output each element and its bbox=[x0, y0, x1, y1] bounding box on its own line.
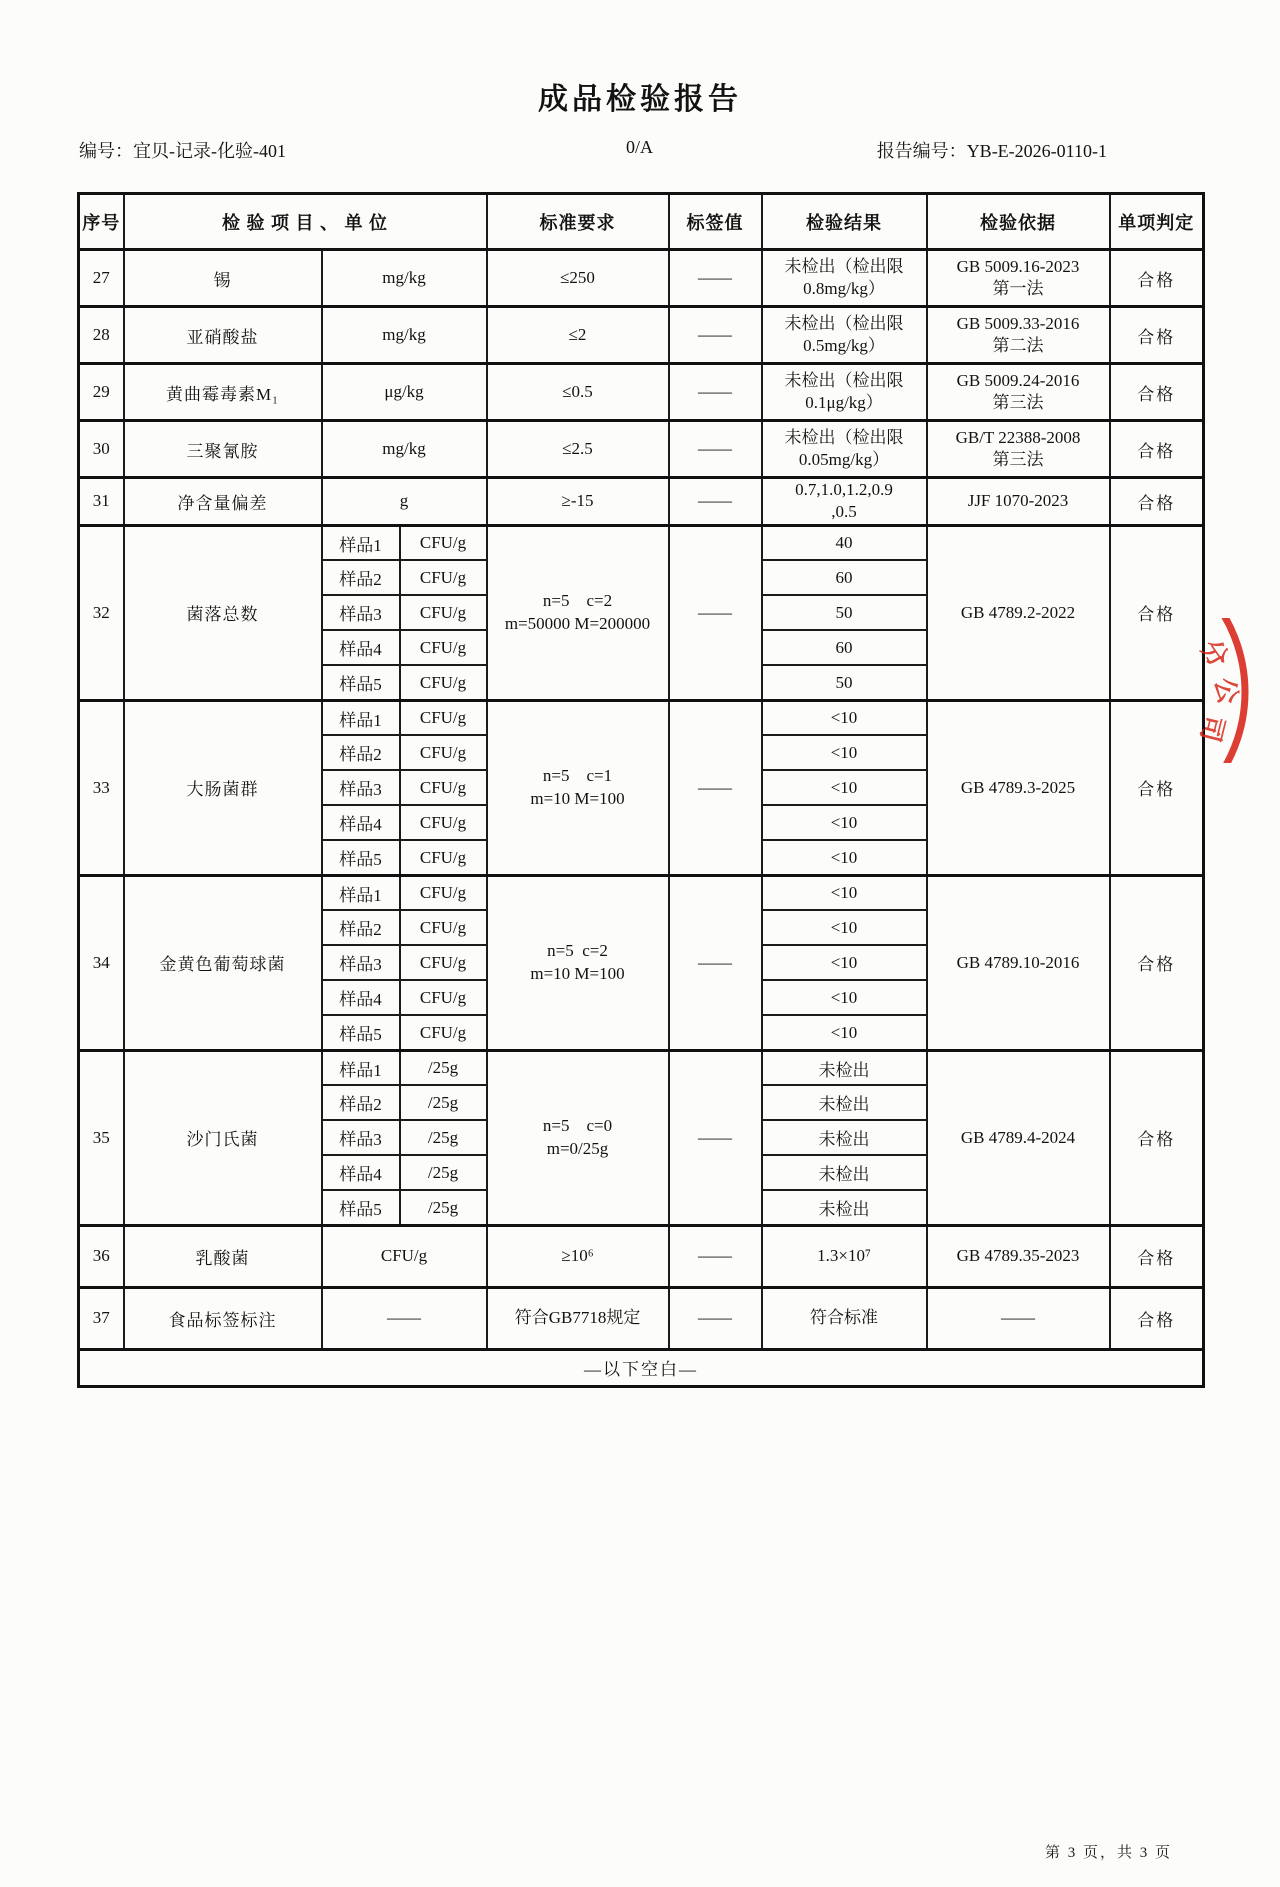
table-row bbox=[79, 700, 1204, 735]
table-row bbox=[79, 307, 1204, 364]
cell-item-name: 黄曲霉毒素M₁ bbox=[124, 364, 322, 421]
cell-unit: /25g bbox=[400, 1050, 487, 1085]
cell-sample: 样品1 bbox=[322, 525, 400, 560]
table-row bbox=[79, 875, 1204, 910]
cell-verdict: 合格 bbox=[1110, 875, 1204, 1050]
cell-line: n=5 c=2 bbox=[542, 591, 613, 611]
cell-line: 0.05mg/kg） bbox=[798, 450, 890, 469]
cell-seq: 32 bbox=[79, 525, 124, 700]
cell-line: JJF 1070-2023 bbox=[967, 491, 1069, 511]
report-number-value: YB-E-2026-0110-1 bbox=[966, 141, 1107, 161]
cell-result: 未检出 bbox=[762, 1120, 927, 1155]
cell-requirement bbox=[487, 250, 669, 307]
cell-requirement bbox=[487, 307, 669, 364]
cell-sample: 样品2 bbox=[322, 735, 400, 770]
header-seq: 序号 bbox=[79, 194, 124, 250]
seal-character: 公 bbox=[1209, 675, 1243, 707]
table-body bbox=[79, 250, 1204, 1387]
table-row bbox=[79, 250, 1204, 307]
cell-result: <10 bbox=[762, 945, 927, 980]
cell-seq: 27 bbox=[79, 250, 124, 307]
cell-result: 未检出 bbox=[762, 1085, 927, 1120]
cell-unit: CFU/g bbox=[400, 735, 487, 770]
cell-sample: 样品2 bbox=[322, 560, 400, 595]
cell-line: ≤2 bbox=[568, 324, 587, 344]
cell-unit: mg/kg bbox=[322, 421, 487, 478]
cell-verdict: 合格 bbox=[1110, 525, 1204, 700]
cell-basis bbox=[927, 478, 1110, 526]
header-label-value: 标签值 bbox=[669, 194, 762, 250]
cell-label-value: —— bbox=[669, 307, 762, 364]
cell-sample: 样品4 bbox=[322, 630, 400, 665]
cell-sample: 样品5 bbox=[322, 665, 400, 700]
cell-basis bbox=[927, 307, 1110, 364]
cell-basis bbox=[927, 1225, 1110, 1287]
cell-verdict: 合格 bbox=[1110, 250, 1204, 307]
cell-line: m=10 M=100 bbox=[530, 963, 625, 983]
cell-line: ≥10⁶ bbox=[561, 1246, 594, 1266]
cell-verdict: 合格 bbox=[1110, 307, 1204, 364]
doc-number-value: 宜贝-记录-化验-401 bbox=[133, 141, 286, 161]
cell-basis bbox=[927, 421, 1110, 478]
cell-item-name: 锡 bbox=[124, 250, 322, 307]
page-number: 第 3 页，共 3 页 bbox=[1045, 1845, 1173, 1861]
cell-basis bbox=[927, 364, 1110, 421]
cell-line: n=5 c=1 bbox=[542, 766, 613, 786]
cell-label-value: —— bbox=[669, 875, 762, 1050]
cell-item-name: 沙门氏菌 bbox=[124, 1050, 322, 1225]
cell-verdict: 合格 bbox=[1110, 364, 1204, 421]
cell-unit: mg/kg bbox=[322, 250, 487, 307]
cell-line: 1.3×10⁷ bbox=[817, 1246, 871, 1266]
cell-requirement bbox=[487, 364, 669, 421]
doc-number bbox=[79, 137, 286, 163]
cell-line: 第一法 bbox=[992, 279, 1044, 298]
cell-result bbox=[762, 250, 927, 307]
cell-requirement bbox=[487, 525, 669, 700]
cell-label-value: —— bbox=[669, 1225, 762, 1287]
cell-line: 0.5mg/kg） bbox=[803, 336, 885, 355]
table-row bbox=[79, 478, 1204, 526]
version-code: 0/A bbox=[626, 137, 653, 157]
cell-result: 40 bbox=[762, 525, 927, 560]
cell-sample: 样品4 bbox=[322, 980, 400, 1015]
cell-result: <10 bbox=[762, 910, 927, 945]
table-row bbox=[79, 1225, 1204, 1287]
cell-line: n=5 c=2 bbox=[547, 941, 608, 961]
cell-basis bbox=[927, 875, 1110, 1050]
header-item-unit: 检 验 项 目 、 单 位 bbox=[124, 194, 487, 250]
cell-unit: CFU/g bbox=[400, 1015, 487, 1050]
cell-unit: CFU/g bbox=[400, 560, 487, 595]
cell-verdict: 合格 bbox=[1110, 1225, 1204, 1287]
cell-line: GB 4789.3-2025 bbox=[960, 777, 1076, 797]
cell-result: 60 bbox=[762, 630, 927, 665]
report-number-label: 报告编号： bbox=[876, 141, 967, 161]
table-row bbox=[79, 1287, 1204, 1349]
cell-sample: 样品5 bbox=[322, 1190, 400, 1225]
cell-requirement bbox=[487, 1050, 669, 1225]
cell-sample: 样品1 bbox=[322, 700, 400, 735]
cell-line: m=0/25g bbox=[546, 1138, 609, 1158]
cell-unit: /25g bbox=[400, 1120, 487, 1155]
cell-basis bbox=[927, 250, 1110, 307]
cell-verdict: 合格 bbox=[1110, 1050, 1204, 1225]
doc-number-label: 编号： bbox=[79, 141, 133, 161]
cell-seq: 33 bbox=[79, 700, 124, 875]
cell-result: 50 bbox=[762, 665, 927, 700]
cell-line: 0.1μg/kg） bbox=[805, 393, 883, 412]
cell-label-value: —— bbox=[669, 421, 762, 478]
blank-row bbox=[79, 1349, 1204, 1386]
cell-unit: CFU/g bbox=[400, 525, 487, 560]
cell-result bbox=[762, 1287, 927, 1349]
cell-result bbox=[762, 364, 927, 421]
cell-result: 未检出 bbox=[762, 1190, 927, 1225]
table-row bbox=[79, 1050, 1204, 1085]
cell-label-value: —— bbox=[669, 1050, 762, 1225]
cell-result: <10 bbox=[762, 875, 927, 910]
cell-sample: 样品5 bbox=[322, 1015, 400, 1050]
cell-unit: CFU/g bbox=[400, 840, 487, 875]
cell-seq: 28 bbox=[79, 307, 124, 364]
cell-item-name: 亚硝酸盐 bbox=[124, 307, 322, 364]
cell-unit: CFU/g bbox=[400, 945, 487, 980]
cell-unit: CFU/g bbox=[400, 665, 487, 700]
cell-line: ≤0.5 bbox=[562, 381, 593, 401]
cell-basis bbox=[927, 700, 1110, 875]
cell-unit: —— bbox=[322, 1287, 487, 1349]
cell-sample: 样品2 bbox=[322, 1085, 400, 1120]
inspection-table bbox=[77, 192, 1205, 1388]
cell-sample: 样品3 bbox=[322, 945, 400, 980]
seal-character: 司 bbox=[1194, 712, 1230, 745]
cell-basis bbox=[927, 1287, 1110, 1349]
cell-verdict: 合格 bbox=[1110, 700, 1204, 875]
cell-sample: 样品3 bbox=[322, 770, 400, 805]
cell-seq: 35 bbox=[79, 1050, 124, 1225]
cell-line: GB 5009.33-2016 bbox=[956, 313, 1080, 333]
cell-line: 未检出（检出限 bbox=[784, 313, 904, 333]
cell-result: <10 bbox=[762, 1015, 927, 1050]
cell-label-value: —— bbox=[669, 525, 762, 700]
table-row bbox=[79, 525, 1204, 560]
cell-unit: CFU/g bbox=[400, 700, 487, 735]
report-number bbox=[877, 137, 1107, 163]
cell-line: GB 5009.16-2023 bbox=[956, 256, 1080, 276]
cell-basis bbox=[927, 525, 1110, 700]
cell-requirement bbox=[487, 478, 669, 526]
cell-sample: 样品1 bbox=[322, 875, 400, 910]
cell-result bbox=[762, 1225, 927, 1287]
cell-label-value: —— bbox=[669, 364, 762, 421]
cell-line: 第三法 bbox=[992, 450, 1044, 469]
header-verdict: 单项判定 bbox=[1110, 194, 1204, 250]
cell-result: <10 bbox=[762, 980, 927, 1015]
cell-unit: CFU/g bbox=[400, 980, 487, 1015]
cell-line: 未检出（检出限 bbox=[784, 370, 904, 390]
cell-seq: 34 bbox=[79, 875, 124, 1050]
cell-requirement bbox=[487, 1225, 669, 1287]
cell-label-value: —— bbox=[669, 700, 762, 875]
cell-item-name: 三聚氰胺 bbox=[124, 421, 322, 478]
cell-item-name: 菌落总数 bbox=[124, 525, 322, 700]
cell-label-value: —— bbox=[669, 250, 762, 307]
cell-line: GB 4789.4-2024 bbox=[960, 1127, 1076, 1147]
cell-result: <10 bbox=[762, 770, 927, 805]
cell-sample: 样品1 bbox=[322, 1050, 400, 1085]
cell-line: GB/T 22388-2008 bbox=[955, 427, 1081, 447]
header-basis: 检验依据 bbox=[927, 194, 1110, 250]
cell-seq: 29 bbox=[79, 364, 124, 421]
cell-unit: CFU/g bbox=[400, 770, 487, 805]
cell-item-name: 食品标签标注 bbox=[124, 1287, 322, 1349]
cell-sample: 样品5 bbox=[322, 840, 400, 875]
cell-result: 未检出 bbox=[762, 1155, 927, 1190]
cell-verdict: 合格 bbox=[1110, 478, 1204, 526]
header-row bbox=[79, 194, 1204, 250]
cell-line: GB 4789.35-2023 bbox=[956, 1246, 1080, 1266]
table-row bbox=[79, 364, 1204, 421]
cell-seq: 31 bbox=[79, 478, 124, 526]
table-head bbox=[79, 194, 1204, 250]
cell-item-name: 金黄色葡萄球菌 bbox=[124, 875, 322, 1050]
cell-unit: CFU/g bbox=[400, 630, 487, 665]
cell-line: ≥-15 bbox=[561, 491, 594, 511]
meta-line bbox=[77, 137, 1202, 167]
cell-result: <10 bbox=[762, 840, 927, 875]
cell-line: —— bbox=[1001, 1308, 1036, 1328]
cell-line: m=50000 M=200000 bbox=[504, 613, 651, 633]
cell-item-name: 乳酸菌 bbox=[124, 1225, 322, 1287]
cell-sample: 样品4 bbox=[322, 1155, 400, 1190]
cell-line: GB 4789.2-2022 bbox=[960, 602, 1076, 622]
header-requirement: 标准要求 bbox=[487, 194, 669, 250]
cell-result: 未检出 bbox=[762, 1050, 927, 1085]
cell-result: <10 bbox=[762, 700, 927, 735]
cell-line: 未检出（检出限 bbox=[784, 427, 904, 447]
cell-line: 第三法 bbox=[992, 393, 1044, 412]
cell-unit: CFU/g bbox=[400, 805, 487, 840]
cell-result bbox=[762, 421, 927, 478]
cell-line: 符合标准 bbox=[810, 1308, 879, 1328]
cell-line: ,0.5 bbox=[831, 502, 857, 522]
cell-unit: CFU/g bbox=[400, 910, 487, 945]
cell-requirement bbox=[487, 875, 669, 1050]
header-result: 检验结果 bbox=[762, 194, 927, 250]
cell-result bbox=[762, 307, 927, 364]
cell-line: GB 5009.24-2016 bbox=[956, 370, 1080, 390]
cell-item-name: 大肠菌群 bbox=[124, 700, 322, 875]
cell-seq: 36 bbox=[79, 1225, 124, 1287]
cell-label-value: —— bbox=[669, 478, 762, 526]
cell-basis bbox=[927, 1050, 1110, 1225]
cell-unit: g bbox=[322, 478, 487, 526]
cell-result: 50 bbox=[762, 595, 927, 630]
cell-line: m=10 M=100 bbox=[530, 788, 625, 808]
cell-line: ≤2.5 bbox=[562, 438, 593, 458]
cell-result: <10 bbox=[762, 735, 927, 770]
cell-seq: 37 bbox=[79, 1287, 124, 1349]
table-row bbox=[79, 421, 1204, 478]
cell-below-blank: —以下空白— bbox=[79, 1349, 1204, 1386]
cell-verdict: 合格 bbox=[1110, 421, 1204, 478]
cell-sample: 样品3 bbox=[322, 595, 400, 630]
cell-line: 0.7,1.0,1.2,0.9 bbox=[795, 480, 893, 499]
cell-result bbox=[762, 478, 927, 526]
cell-requirement bbox=[487, 421, 669, 478]
cell-line: GB 4789.10-2016 bbox=[956, 952, 1080, 972]
cell-requirement bbox=[487, 1287, 669, 1349]
cell-item-name: 净含量偏差 bbox=[124, 478, 322, 526]
cell-line: 符合GB7718规定 bbox=[514, 1308, 641, 1328]
cell-sample: 样品4 bbox=[322, 805, 400, 840]
cell-line: 未检出（检出限 bbox=[784, 256, 904, 276]
cell-verdict: 合格 bbox=[1110, 1287, 1204, 1349]
cell-result: <10 bbox=[762, 805, 927, 840]
page-title: 成品检验报告 bbox=[538, 83, 742, 116]
cell-line: ≤250 bbox=[560, 267, 595, 287]
cell-line: 第二法 bbox=[992, 336, 1044, 355]
cell-sample: 样品3 bbox=[322, 1120, 400, 1155]
cell-unit: CFU/g bbox=[400, 595, 487, 630]
cell-unit: CFU/g bbox=[400, 875, 487, 910]
cell-unit: mg/kg bbox=[322, 307, 487, 364]
cell-label-value: —— bbox=[669, 1287, 762, 1349]
cell-unit: μg/kg bbox=[322, 364, 487, 421]
seal-character: 分 bbox=[1195, 634, 1234, 673]
cell-unit: /25g bbox=[400, 1155, 487, 1190]
cell-sample: 样品2 bbox=[322, 910, 400, 945]
cell-line: 0.8mg/kg） bbox=[803, 279, 885, 298]
cell-unit: CFU/g bbox=[322, 1225, 487, 1287]
cell-result: 60 bbox=[762, 560, 927, 595]
cell-unit: /25g bbox=[400, 1190, 487, 1225]
cell-requirement bbox=[487, 700, 669, 875]
cell-seq: 30 bbox=[79, 421, 124, 478]
cell-unit: /25g bbox=[400, 1085, 487, 1120]
cell-line: n=5 c=0 bbox=[542, 1116, 613, 1136]
